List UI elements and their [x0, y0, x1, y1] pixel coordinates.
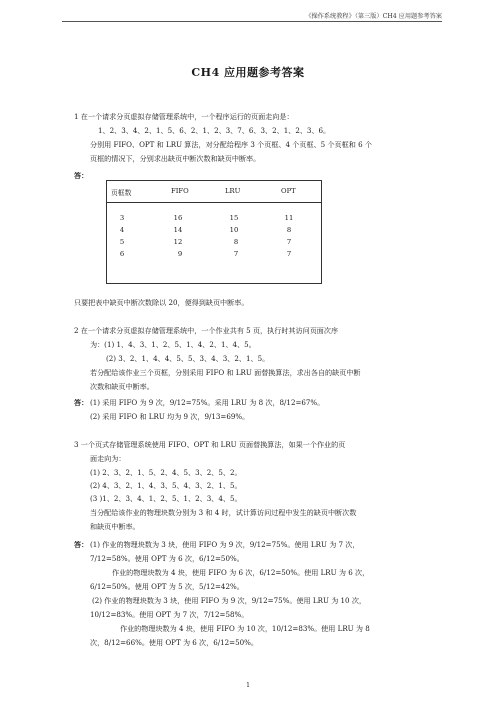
q3-answer-label: 答： [74, 540, 89, 549]
table-header-fifo: FIFO [171, 187, 189, 195]
table-cell: 11 [284, 214, 294, 222]
q3-line-2: 面走向为： [90, 454, 126, 463]
q1-line-1: 1 在一个请求分页虚拟存储管理系统中，一个程序运行的页面走向是： [74, 112, 294, 121]
q3-line-6: 当分配给该作业的物理块数分别为 3 和 4 时，试计算访问过程中发生的缺页中断次数 [90, 508, 357, 517]
table-header-frames: 页框数 [111, 189, 132, 197]
table-cell: 12 [173, 238, 183, 246]
q2-line-3: (2) 3、2、1、4、4、5、5、3、4、3、2、1、5。 [106, 354, 270, 363]
header-rule [62, 21, 442, 22]
table-cell: 6 [119, 250, 125, 258]
table-header-lru: LRU [225, 187, 241, 195]
q3-answer-7: 作业的物理块数为 4 块，使用 FIFO 为 10 次，10/12=83%。使用 LRU 为 8 [120, 624, 370, 633]
table-cell: 5 [119, 238, 125, 246]
table-cell: 14 [173, 226, 183, 234]
table-cell: 15 [229, 214, 239, 222]
page-fault-table [106, 180, 322, 284]
q2-answer-1: (1) 采用 FIFO 为 9 次，9/12=75%。采用 LRU 为 8 次，8/12=67%。 [90, 398, 325, 407]
q2-line-2: 为：(1) 1、4、3、1、2、5、1、4、2、1、4、5。 [90, 340, 256, 349]
table-cell: 3 [119, 214, 125, 222]
q1-line-2: 1、2、3、4、2、1、5、6、2、1、2、3、7、6、3、2、1、2、3、6。 [98, 126, 331, 135]
table-cell: 9 [177, 250, 183, 258]
page-header: 《操作系统教程》（第三版）CH4 应用题参考答案 [305, 13, 442, 20]
table-cell: 7 [286, 250, 292, 258]
table-cell: 10 [229, 226, 239, 234]
q3-answer-3: 作业的物理块数为 4 块，使用 FIFO 为 6 次，6/12=50%。使用 LRU 为 6 次， [112, 568, 370, 577]
table-cell: 7 [286, 238, 292, 246]
q3-answer-8: 次，8/12=66%。使用 OPT 为 6 次，6/12=50%。 [90, 638, 258, 647]
page-number: 1 [246, 682, 250, 689]
q2-line-5: 次数和缺页中断率。 [90, 382, 154, 391]
q3-answer-2: 7/12=58%。使用 OPT 为 6 次，6/12=50%。 [90, 554, 244, 563]
q3-answer-1: (1) 作业的物理块数为 3 块，使用 FIFO 为 9 次，9/12=75%。使用 LRU 为 7 次， [90, 540, 360, 549]
table-cell: 8 [286, 226, 292, 234]
q2-answer-2: (2) 采用 FIFO 和 LRU 均为 9 次，9/13=69%。 [90, 412, 250, 421]
q3-answer-5: (2) 作业的物理块数为 3 块，使用 FIFO 为 9 次，9/12=75%。使用 LRU 为 10 次， [92, 596, 367, 605]
q1-line-3: 分别用 FIFO、OPT 和 LRU 算法，对分配给程序 3 个页框、4 个页框、5 个页框和 6 个 [90, 140, 372, 149]
q2-answer-label: 答： [74, 398, 89, 407]
table-cell: 7 [233, 250, 239, 258]
q3-line-3: (1) 2、3、2、1、5、2、4、5、3、2、5、2。 [90, 468, 242, 477]
q3-line-7: 和缺页中断率。 [90, 522, 140, 531]
table-header-rule [107, 202, 321, 203]
q3-line-1: 3 一个页式存储管理系统使用 FIFO、OPT 和 LRU 页面替换算法，如果一个作业的页 [74, 440, 346, 449]
q2-line-1: 2 在一个请求分页虚拟存储管理系统中，一个作业共有 5 页，执行时其访问页面次序 [74, 326, 339, 335]
q1-line-4: 页框的情况下，分别求出缺页中断次数和缺页中断率。 [90, 154, 261, 163]
table-cell: 8 [233, 238, 239, 246]
table-cell: 4 [119, 226, 125, 234]
table-cell: 16 [173, 214, 183, 222]
table-header-opt: OPT [281, 187, 296, 195]
q3-answer-4: 6/12=50%。使用 OPT 为 5 次，5/12=42%。 [90, 582, 244, 591]
q1-answer-label: 答： [74, 171, 89, 180]
q3-line-5: (3 )1、2、3、4、1、2、5、1、2、3、4、5。 [90, 494, 242, 503]
page-title: CH4 应用题参考答案 [191, 66, 305, 79]
q2-line-4: 若分配给该作业三个页框，分别采用 FIFO 和 LRU 面替换算法，求出各自的缺页中断 [90, 368, 361, 377]
q3-answer-6: 10/12=83%。使用 OPT 为 7 次，7/12=58%。 [90, 610, 249, 619]
q1-note: 只要把表中缺页中断次数除以 20，便得到缺页中断率。 [74, 298, 249, 307]
q3-line-4: (2) 4、3、2、1、4、3、5、4、3、2、1、5。 [90, 481, 242, 490]
